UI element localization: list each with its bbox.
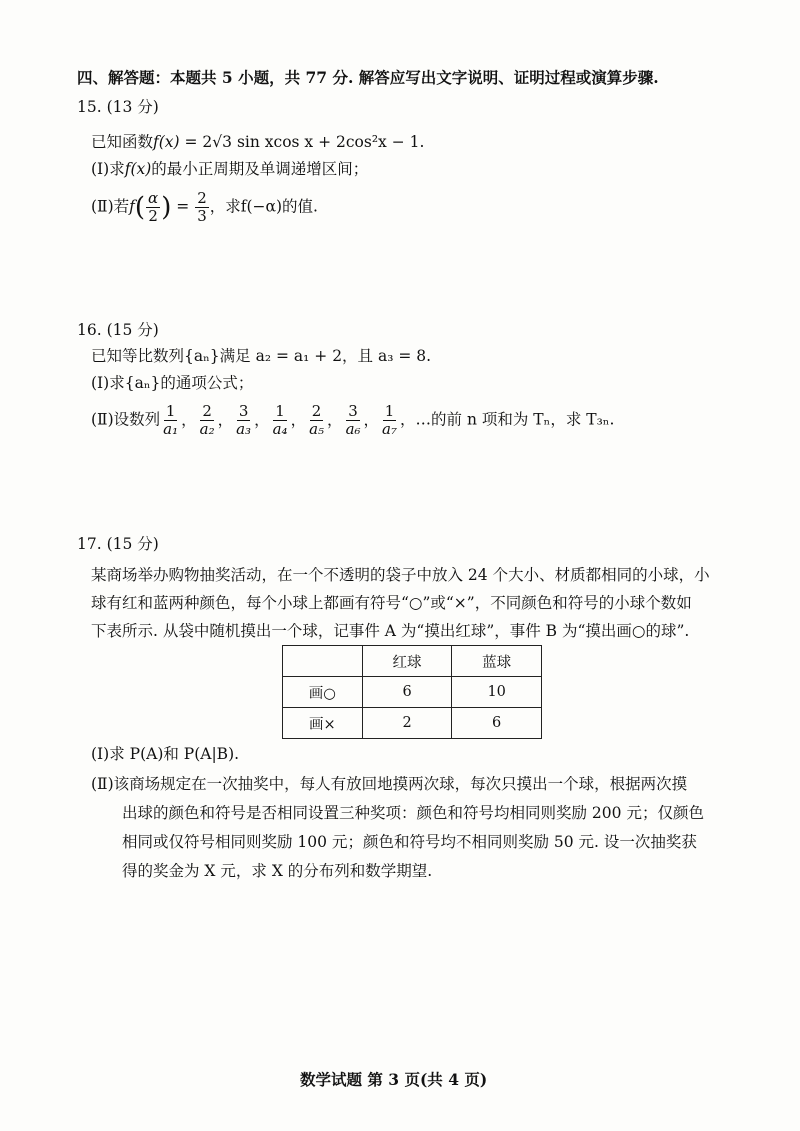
q16-part2: (Ⅱ)设数列 $\frac{1}{\text{a₁}}$ ， $\frac{2}{\text{a₂}}$ ， $\frac{3}{\text{a₃}}$ ， $\frac{1}{\text{a₄}}$ ， $\frac{2}{\text{a₅}}$ ， $\frac{3}{\text{a₆}}$ ， $\frac{1}{\text{a₇}}$ ，…的前 n 项和为 Tₙ，求 T₃ₙ. (91, 402, 615, 438)
section-header: 四、解答题：本题共 5 小题，共 77 分. 解答应写出文字说明、证明过程或演算步骤. (77, 68, 659, 87)
q15-part1: (Ⅰ)求f(x)的最小正周期及单调递增区间； (91, 160, 369, 178)
q15-stem: 已知函数f(x) = 2√3 sin xcos x + 2cos²x − 1. (91, 133, 425, 151)
q17-part2-line4: 得的奖金为 X 元，求 X 的分布列和数学期望. (122, 862, 433, 880)
q16-number: 16. (15 分) (77, 321, 159, 339)
sequence-term (380, 404, 399, 437)
table-header-cell: 蓝球 (452, 646, 542, 677)
sequence-term-numerator: 2 (311, 402, 322, 420)
table-cell: 画× (283, 708, 363, 739)
sequence-term-numerator: 1 (275, 402, 285, 420)
table-cell: 6 (452, 708, 542, 739)
sequence-term (198, 404, 217, 437)
q15-part2: (Ⅱ)若f( $\frac{\alpha}{2}$ ) = $\frac{2}{3}$ ，求f(−α)的值. (91, 189, 318, 225)
sequence-term-denominator: a₆ (345, 420, 361, 438)
sequence-term-numerator: 1 (384, 402, 395, 420)
sequence-term-numerator: 3 (238, 402, 249, 420)
sequence-term-numerator: 1 (165, 402, 176, 420)
table-cell: 10 (452, 677, 542, 708)
sequence-comma: ， (290, 410, 307, 429)
sequence-term-denominator: a₃ (236, 420, 252, 438)
q17-part2-line2: 出球的颜色和符号是否相同设置三种奖项：颜色和符号均相同则奖励 200 元；仅颜色 (122, 804, 704, 822)
sequence-term-numerator: 2 (202, 402, 212, 420)
sequence-comma: ， (363, 410, 380, 429)
sequence-term-denominator: a₇ (382, 420, 398, 438)
table-header-row (283, 646, 542, 677)
q17-stem-line2: 球有红和蓝两种颜色，每个小球上都画有符号“○”或“×”，不同颜色和符号的小球个数如 (91, 594, 692, 612)
sequence-term (307, 404, 326, 437)
sequence-term-denominator: a₄ (272, 420, 288, 438)
q17-number: 17. (15 分) (77, 535, 159, 553)
sequence-term (234, 404, 253, 437)
q17-part1: (Ⅰ)求 P(A)和 P(A|B). (91, 745, 240, 763)
page-footer: 数学试题 第 3 页(共 4 页) (300, 1070, 488, 1089)
sequence-term-numerator: 3 (348, 402, 358, 420)
sequence-term-denominator: a₂ (199, 420, 215, 438)
sequence-comma: ， (327, 410, 343, 429)
sequence-term (344, 404, 363, 437)
q17-part2-line3: 相同或仅符号相同则奖励 100 元；颜色和符号均不相同则奖励 50 元. 设一次抽奖获 (122, 833, 697, 851)
sequence-comma: ， (217, 410, 234, 429)
q15-number: 15. (13 分) (77, 98, 159, 116)
table-row (283, 708, 542, 739)
q16-stem: 已知等比数列{aₙ}满足 a₂ = a₁ + 2，且 a₃ = 8. (91, 347, 432, 365)
sequence-term-denominator: a₁ (163, 420, 179, 438)
table-cell: 6 (362, 677, 452, 708)
sequence-comma: ， (254, 410, 270, 429)
table-header-cell (283, 646, 363, 677)
q17-stem-line1: 某商场举办购物抽奖活动，在一个不透明的袋子中放入 24 个大小、材质都相同的小球，小 (91, 566, 710, 584)
sequence-term-denominator: a₅ (309, 420, 325, 438)
sequence-comma: ， (181, 410, 197, 429)
sequence-fractions (160, 402, 400, 438)
table-header-cell: 红球 (362, 646, 452, 677)
sequence-term (271, 404, 290, 437)
table-cell: 画○ (283, 677, 363, 708)
q17-part2-line1: (Ⅱ)该商场规定在一次抽奖中，每人有放回地摸两次球，每次只摸出一个球，根据两次摸 (91, 775, 688, 793)
ball-count-table (282, 645, 542, 739)
q16-part1: (Ⅰ)求{aₙ}的通项公式； (91, 374, 254, 392)
q17-stem-line3: 下表所示. 从袋中随机摸出一个球，记事件 A 为“摸出红球”，事件 B 为“摸出画○的球”. (91, 622, 690, 640)
sequence-term (161, 404, 180, 437)
table-cell: 2 (362, 708, 452, 739)
table-row (283, 677, 542, 708)
